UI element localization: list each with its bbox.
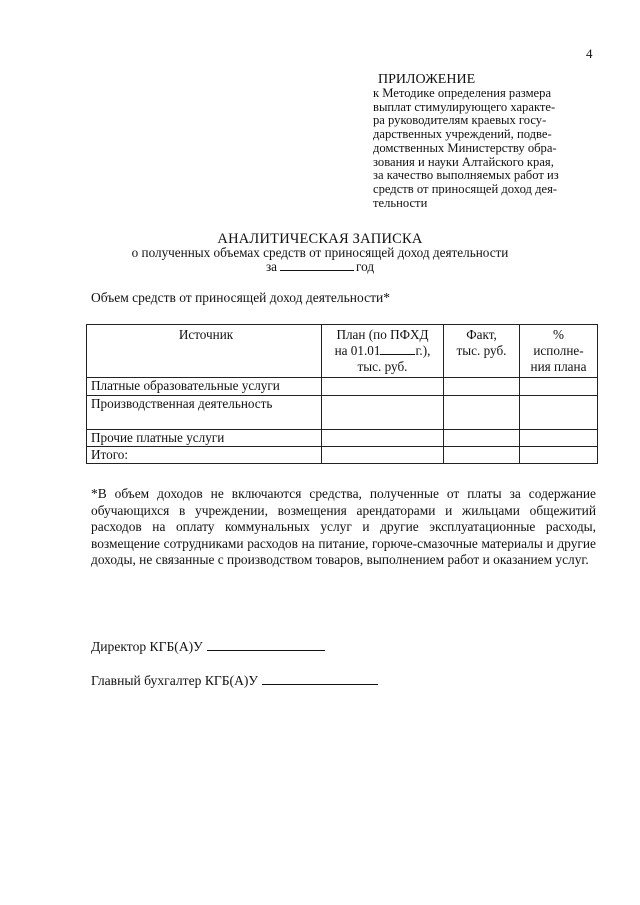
- header-plan-blank: [380, 343, 415, 355]
- plan-cell[interactable]: [322, 396, 444, 430]
- appendix-line: тельности: [373, 195, 428, 210]
- table-row: [87, 430, 598, 447]
- appendix-line: ра руководителям краевых госу-: [373, 113, 547, 128]
- director-signature-line[interactable]: [207, 639, 325, 651]
- header-fact: [444, 325, 520, 378]
- appendix-heading: ПРИЛОЖЕНИЕ: [378, 72, 476, 87]
- header-fact-line1: Факт,: [466, 327, 497, 342]
- header-plan-line1: План (по ПФХД: [336, 327, 429, 342]
- table-row: [87, 396, 598, 430]
- fact-cell[interactable]: [444, 396, 520, 430]
- appendix-line: дарственных учреждений, подве-: [373, 127, 552, 142]
- period-blank: [280, 259, 354, 271]
- director-label: Директор КГБ(А)У: [91, 639, 203, 654]
- fact-cell[interactable]: [444, 430, 520, 447]
- document-subtitle: о полученных объемах средств от приносящей доход деятельности: [131, 245, 509, 260]
- table-row: [87, 378, 598, 396]
- appendix-line: выплат стимулирующего характе-: [373, 99, 556, 114]
- page-number: 4: [586, 46, 593, 61]
- header-plan: [322, 325, 444, 378]
- appendix-line: домственных Министерству обра-: [373, 140, 557, 155]
- header-source: Источник: [87, 325, 322, 378]
- header-plan-year: г.),: [415, 343, 431, 358]
- chief-accountant-signature: [91, 673, 378, 689]
- header-plan-date: на 01.01: [334, 343, 381, 358]
- row-label: Итого:: [87, 447, 322, 464]
- appendix-block: [373, 72, 605, 210]
- header-percent-line2: исполне-: [533, 343, 584, 358]
- header-percent-line1: %: [553, 327, 564, 342]
- chief-accountant-signature-line[interactable]: [262, 673, 378, 685]
- percent-cell[interactable]: [520, 396, 598, 430]
- percent-cell[interactable]: [520, 447, 598, 464]
- fact-cell[interactable]: [444, 447, 520, 464]
- appendix-line: к Методике определения размера: [373, 86, 552, 100]
- table-caption: Объем средств от приносящей доход деятельности*: [91, 290, 390, 305]
- percent-cell[interactable]: [520, 430, 598, 447]
- percent-cell[interactable]: [520, 378, 598, 396]
- period-suffix: год: [356, 259, 375, 274]
- header-plan-line3: тыс. руб.: [357, 359, 408, 374]
- row-label: Производственная деятельность: [87, 396, 322, 430]
- header-percent: [520, 325, 598, 378]
- period-line: [0, 259, 640, 275]
- header-percent-line3: ния плана: [530, 359, 587, 374]
- income-table: [86, 324, 598, 464]
- table-row: [87, 447, 598, 464]
- plan-cell[interactable]: [322, 430, 444, 447]
- appendix-line: за качество выполняемых работ из: [373, 168, 559, 183]
- plan-cell[interactable]: [322, 447, 444, 464]
- appendix-line: зования и науки Алтайского края,: [373, 154, 554, 169]
- table-header-row: [87, 325, 598, 378]
- row-label: Прочие платные услуги: [87, 430, 322, 447]
- appendix-line: средств от приносящей доход дея-: [373, 181, 558, 196]
- row-label: Платные образовательные услуги: [87, 378, 322, 396]
- fact-cell[interactable]: [444, 378, 520, 396]
- plan-cell[interactable]: [322, 378, 444, 396]
- period-prefix: за: [265, 259, 278, 274]
- footnote: *В объем доходов не включаются средства, полученные от платы за содержание обучающихся в учреждении, возмещения арендаторами и жильцами общежитий расходов на оплату коммунальных услуг и другие эксплуатационные расходы, возмещение сотрудниками расходов на питание, горюче-смазочные материалы и другие доходы, не связанные с производством товаров, выполнением работ и оказанием услуг.: [91, 486, 596, 568]
- document-title: АНАЛИТИЧЕСКАЯ ЗАПИСКА: [217, 231, 423, 247]
- header-fact-line2: тыс. руб.: [456, 343, 507, 358]
- chief-accountant-label: Главный бухгалтер КГБ(А)У: [91, 673, 259, 688]
- director-signature: [91, 639, 325, 655]
- header-plan-line2: [322, 343, 443, 359]
